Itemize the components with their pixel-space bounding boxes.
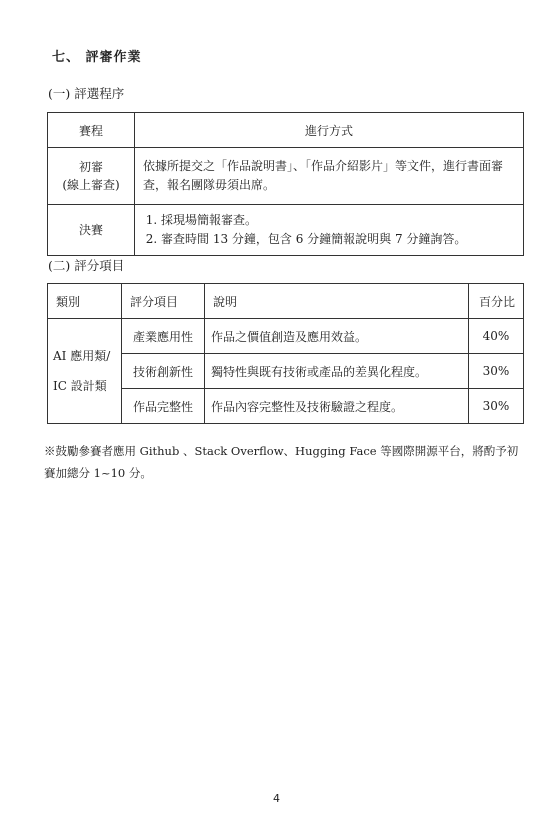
scoring-item: 作品完整性 [122,389,205,424]
stage-subname: (線上審查) [62,178,120,192]
scoring-heading: (二) 評分項目 [48,258,125,273]
scoring-description: 作品之價值創造及應用效益。 [205,319,469,354]
stage-name: 初審 [78,160,103,174]
scoring-item: 產業應用性 [122,319,205,354]
process-row-preliminary [48,148,524,205]
category-name: AI 應用類/ [53,349,111,363]
process-row-final [48,205,524,256]
scoring-percent: 30% [469,354,524,389]
category-header: 類別 [48,284,122,319]
page-number: 4 [273,792,280,805]
category-name: IC 設計類 [53,379,107,393]
percent-header: 百分比 [469,284,524,319]
scoring-item: 技術創新性 [122,354,205,389]
process-table [47,112,524,256]
scoring-row [48,319,524,354]
method-cell: 依據所提交之「作品說明書」、「作品介紹影片」等文件，進行書面審查，報名團隊毋須出席。 [135,148,524,205]
method-header: 進行方式 [135,113,524,148]
category-cell [48,319,122,424]
method-cell [135,205,524,256]
final-steps-list [143,211,515,249]
scoring-description: 作品內容完整性及技術驗證之程度。 [205,389,469,424]
scoring-header-row [48,284,524,319]
stage-cell [48,148,135,205]
description-header: 說明 [205,284,469,319]
stage-header: 賽程 [48,113,135,148]
scoring-description: 獨特性與既有技術或產品的差異化程度。 [205,354,469,389]
section-title: 七、 評審作業 [52,50,142,65]
item-header: 評分項目 [122,284,205,319]
process-header-row [48,113,524,148]
scoring-percent: 40% [469,319,524,354]
final-step: 1. 採現場簡報審查。 [161,211,515,230]
scoring-table [47,283,524,424]
scoring-percent: 30% [469,389,524,424]
process-heading: (一) 評選程序 [48,86,125,101]
bonus-note: ※鼓勵參賽者應用 Github 、Stack Overflow、Hugging Face 等國際開源平台，將酌予初賽加總分 1~10 分。 [44,444,519,480]
stage-cell: 決賽 [48,205,135,256]
final-step: 2. 審查時間 13 分鐘，包含 6 分鐘簡報說明與 7 分鐘詢答。 [161,230,515,249]
